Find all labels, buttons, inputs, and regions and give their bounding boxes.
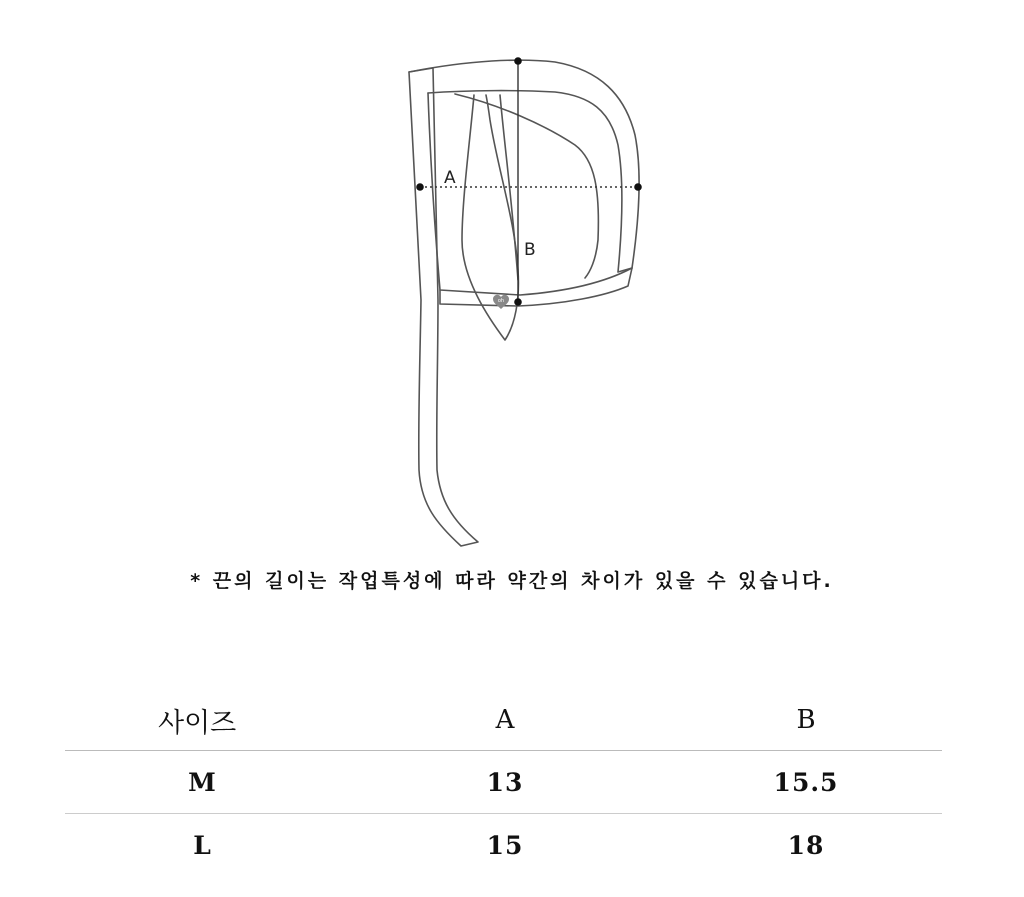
- a-value-cell: 13: [486, 767, 524, 797]
- measure-b-top-dot: [514, 57, 522, 65]
- measure-a-end-dot: [634, 183, 642, 191]
- b-value-cell: 15.5: [773, 767, 839, 797]
- table-row: [65, 751, 942, 814]
- header-a: A: [495, 705, 515, 735]
- strap-outline: [409, 68, 478, 546]
- a-value-cell: 15: [486, 830, 524, 860]
- measure-a-start-dot: [416, 183, 424, 191]
- center-tie-left: [462, 95, 518, 340]
- measure-b-bottom-dot: [514, 298, 522, 306]
- size-table: [65, 690, 942, 876]
- b-value-cell: 18: [787, 830, 825, 860]
- bottom-band-outline: [440, 268, 632, 306]
- cup-outline: [428, 93, 632, 295]
- label-b: B: [524, 240, 536, 260]
- size-cell: L: [193, 830, 212, 860]
- heart-tag-text: oh: [497, 298, 505, 304]
- table-header-row: [65, 690, 942, 751]
- strap-length-note: * 끈의 길이는 작업특성에 따라 약간의 차이가 있을 수 있습니다.: [190, 570, 834, 592]
- header-b: B: [796, 705, 816, 735]
- table-row: [65, 814, 942, 876]
- heart-tag-icon: [493, 295, 509, 309]
- header-size: 사이즈: [158, 707, 237, 739]
- size-cell: M: [188, 767, 217, 797]
- label-a: A: [444, 168, 456, 188]
